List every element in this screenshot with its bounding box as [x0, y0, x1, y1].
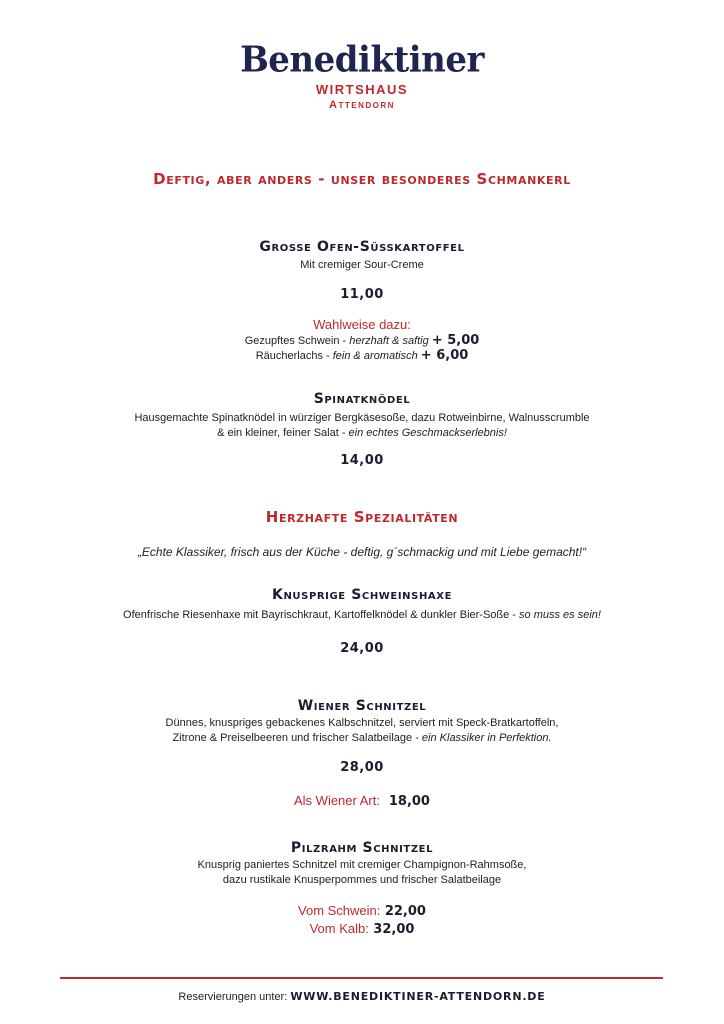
dish-desc-spinatknoedel: [0, 411, 724, 441]
option-note: fein & aromatisch: [332, 350, 418, 362]
logo: Benediktiner: [240, 39, 484, 81]
option-row: [0, 333, 724, 349]
alt-price: 18,00: [388, 794, 430, 809]
option-label: Vom Kalb:: [309, 921, 369, 936]
section-quote: „Echte Klassiker, frisch aus der Küche - deftig, g´schmackig und mit Liebe gemacht!“: [137, 545, 587, 559]
dish-price-schweinshaxe: 24,00: [340, 641, 384, 656]
section-title-schmankerl: Deftig, aber anders - unser besonderes Schmankerl: [153, 170, 571, 188]
dish-desc-wiener-schnitzel: [0, 716, 724, 746]
dish-title-suesskartoffel: Grosse Ofen-Süsskartoffel: [259, 239, 465, 255]
dish-desc-suesskartoffel: Mit cremiger Sour-Creme: [300, 259, 424, 271]
option-price: + 5,00: [431, 333, 480, 348]
logo-subtitle: WIRTSHAUS: [315, 82, 409, 97]
desc-line: Ofenfrische Riesenhaxe mit Bayrischkraut, Kartoffelknödel & dunkler Bier-Soße -: [123, 609, 520, 621]
option-price: 32,00: [373, 922, 415, 937]
section-title-spezialitaeten: Herzhafte Spezialitäten: [265, 508, 459, 526]
dish-desc-pilzrahm-schnitzel: [0, 858, 724, 888]
footer: [0, 990, 724, 1003]
desc-note: so muss es sein!: [519, 609, 601, 621]
alt-price-row: [0, 792, 724, 810]
price-option-row: [0, 920, 724, 938]
desc-line: Knusprig paniertes Schnitzel mit cremiger Champignon-Rahmsoße,: [197, 859, 527, 871]
footer-label: Reservierungen unter:: [178, 991, 291, 1003]
option-row: [0, 348, 724, 364]
dish-price-suesskartoffel: 11,00: [340, 287, 384, 302]
option-note: herzhaft & saftig: [349, 335, 429, 347]
desc-line: Dünnes, knuspriges gebackenes Kalbschnitzel, serviert mit Speck-Bratkartoffeln,: [165, 717, 559, 729]
desc-note: ein Klassiker in Perfektion.: [421, 732, 552, 744]
dish-price-wiener-schnitzel: 28,00: [340, 760, 384, 775]
footer-divider: [60, 977, 663, 979]
desc-line: & ein kleiner, feiner Salat -: [217, 427, 349, 439]
desc-line: Hausgemachte Spinatknödel in würziger Bergkäsesoße, dazu Rotweinbirne, Walnusscrumble: [134, 412, 590, 424]
option-name: Gezupftes Schwein -: [244, 335, 350, 347]
desc-line: dazu rustikale Knusperpommes und frischer Salatbeilage: [222, 874, 502, 886]
dish-title-spinatknoedel: Spinatknödel: [313, 391, 411, 407]
desc-note: ein echtes Geschmackserlebnis!: [348, 427, 507, 439]
options-label: Wahlweise dazu:: [313, 317, 411, 332]
dish-price-spinatknoedel: 14,00: [340, 453, 384, 468]
price-option-row: [0, 902, 724, 920]
desc-line: Zitrone & Preiselbeeren und frischer Salatbeilage -: [172, 732, 422, 744]
option-label: Vom Schwein:: [298, 903, 381, 918]
dish-title-wiener-schnitzel: Wiener Schnitzel: [297, 698, 427, 714]
option-price: 22,00: [384, 904, 426, 919]
dish-title-pilzrahm-schnitzel: Pilzrahm Schnitzel: [290, 840, 434, 856]
alt-label: Als Wiener Art:: [294, 793, 380, 808]
dish-desc-schweinshaxe: [0, 608, 724, 623]
dish-title-schweinshaxe: Knusprige Schweinshaxe: [272, 587, 452, 603]
option-price: + 6,00: [420, 348, 469, 363]
option-name: Räucherlachs -: [255, 350, 333, 362]
logo-location: Attendorn: [329, 99, 395, 111]
website-link[interactable]: WWW.BENEDIKTINER-ATTENDORN.DE: [290, 990, 546, 1003]
